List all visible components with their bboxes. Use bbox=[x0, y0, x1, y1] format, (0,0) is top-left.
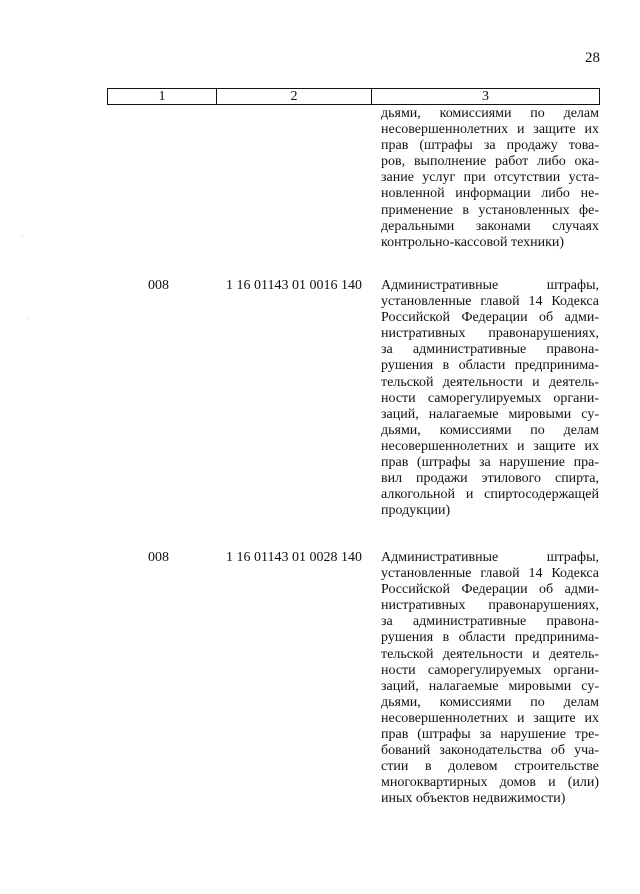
description-line: заций, налагаемые мировыми су- bbox=[381, 406, 599, 422]
description-line: тельской деятельности и деятель- bbox=[381, 374, 599, 390]
description-line: несовершеннолетних и защите их bbox=[381, 122, 599, 138]
continuation-description bbox=[381, 106, 599, 251]
column-header-row bbox=[108, 89, 600, 105]
description-line: иных объектов недвижимости) bbox=[381, 791, 566, 807]
income-description bbox=[381, 550, 599, 808]
description-line: рушения в области предпринима- bbox=[381, 358, 599, 374]
description-line: ности саморегулируемых органи- bbox=[381, 390, 599, 406]
description-line: новленной информации либо не- bbox=[381, 186, 599, 202]
column-header-table bbox=[107, 88, 600, 105]
description-line: дьями, комиссиями по делам bbox=[381, 422, 599, 438]
column-header-1: 1 bbox=[108, 89, 217, 105]
description-line: бований законодательства об уча- bbox=[381, 743, 599, 759]
description-line: вил продажи этилового спирта, bbox=[381, 471, 599, 487]
description-line: дьями, комиссиями по делам bbox=[381, 106, 599, 121]
admin-code: 008 bbox=[148, 278, 169, 293]
description-line: многоквартирных домов и (или) bbox=[381, 775, 599, 791]
description-line: дьями, комиссиями по делам bbox=[381, 694, 599, 710]
description-line: Российской Федерации об адми- bbox=[381, 582, 599, 598]
scan-speck bbox=[27, 318, 28, 319]
description-line: тельской деятельности и деятель- bbox=[381, 646, 599, 662]
description-line: несовершеннолетних и защите их bbox=[381, 438, 599, 454]
scan-speck bbox=[22, 236, 23, 237]
description-line: прав (штрафы за продажу това- bbox=[381, 138, 599, 154]
description-line: прав (штрафы за нарушение тре- bbox=[381, 727, 599, 743]
column-header-3: 3 bbox=[372, 89, 600, 105]
description-line: стии в долевом строительстве bbox=[381, 759, 599, 775]
description-line: алкогольной и спиртосодержащей bbox=[381, 487, 599, 503]
description-line: контрольно-кассовой техники) bbox=[381, 234, 565, 250]
income-description bbox=[381, 278, 599, 519]
description-line: ров, выполнение работ либо ока- bbox=[381, 154, 599, 170]
description-line: нистративных правонарушениях, bbox=[381, 326, 599, 342]
description-line: Административные штрафы, bbox=[381, 278, 599, 293]
page-number: 28 bbox=[585, 50, 600, 66]
budget-classification-code: 1 16 01143 01 0028 140 bbox=[226, 550, 362, 565]
description-line: применение в установленных фе- bbox=[381, 202, 599, 218]
description-line: деральными законами случаях bbox=[381, 218, 599, 234]
description-line: Административные штрафы, bbox=[381, 550, 599, 565]
description-line: нистративных правонарушениях, bbox=[381, 598, 599, 614]
description-line: установленные главой 14 Кодекса bbox=[381, 294, 599, 310]
description-line: за административные правона- bbox=[381, 614, 599, 630]
description-line: за административные правона- bbox=[381, 342, 599, 358]
description-line: заций, налагаемые мировыми су- bbox=[381, 678, 599, 694]
description-line: установленные главой 14 Кодекса bbox=[381, 566, 599, 582]
description-line: несовершеннолетних и защите их bbox=[381, 710, 599, 726]
description-line: рушения в области предпринима- bbox=[381, 630, 599, 646]
description-line: зание услуг при отсутствии уста- bbox=[381, 170, 599, 186]
description-line: прав (штрафы за нарушение пра- bbox=[381, 455, 599, 471]
description-line: продукции) bbox=[381, 503, 451, 519]
budget-classification-code: 1 16 01143 01 0016 140 bbox=[226, 278, 362, 293]
description-line: ности саморегулируемых органи- bbox=[381, 662, 599, 678]
description-line: Российской Федерации об адми- bbox=[381, 310, 599, 326]
column-header-2: 2 bbox=[217, 89, 372, 105]
admin-code: 008 bbox=[148, 550, 169, 565]
